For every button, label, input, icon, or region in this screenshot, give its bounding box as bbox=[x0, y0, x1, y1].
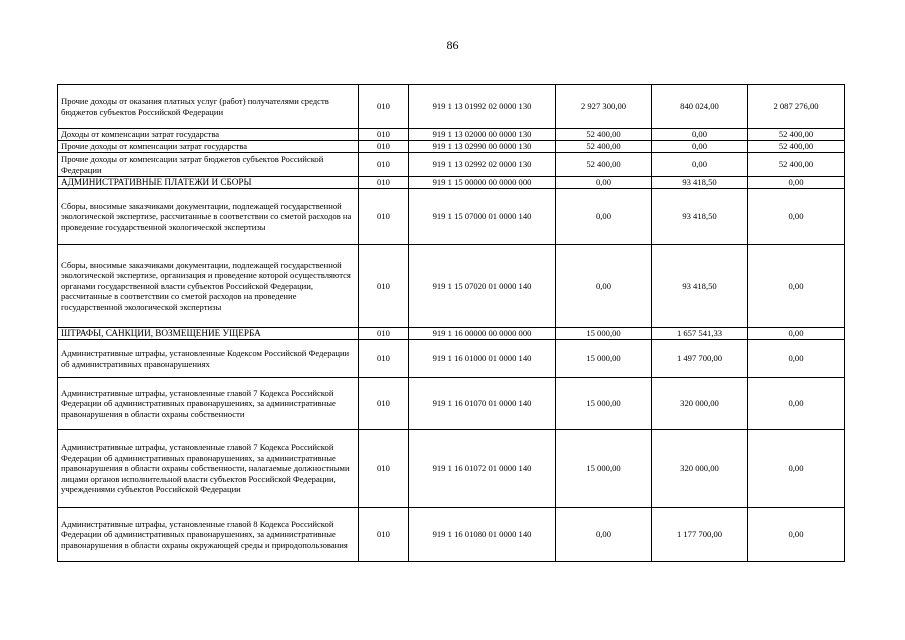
row-unexecuted-cell: 0,00 bbox=[748, 245, 845, 328]
row-kbk-cell: 919 1 16 00000 00 0000 000 bbox=[409, 328, 556, 340]
row-unexecuted-cell: 0,00 bbox=[748, 508, 845, 562]
row-executed-cell: 320 000,00 bbox=[652, 378, 748, 430]
table-row bbox=[58, 85, 845, 129]
row-code-cell: 010 bbox=[359, 129, 409, 141]
row-name-cell: Административные штрафы, установленные Кодексом Российской Федерации об административных правонарушениях bbox=[58, 340, 359, 378]
row-approved-cell: 0,00 bbox=[556, 245, 652, 328]
row-approved-cell: 2 927 300,00 bbox=[556, 85, 652, 129]
table-row bbox=[58, 189, 845, 245]
table-row bbox=[58, 177, 845, 189]
row-name-cell: ШТРАФЫ, САНКЦИИ, ВОЗМЕЩЕНИЕ УЩЕРБА bbox=[58, 328, 359, 340]
row-name-cell: Сборы, вносимые заказчиками документации, подлежащей государственной экологической экспертизе, рассчитанные в соответствии со сметой расходов на проведение государственной экологической экспертизы bbox=[58, 189, 359, 245]
row-code-cell: 010 bbox=[359, 189, 409, 245]
row-executed-cell: 93 418,50 bbox=[652, 245, 748, 328]
row-code-cell: 010 bbox=[359, 153, 409, 177]
row-unexecuted-cell: 0,00 bbox=[748, 340, 845, 378]
row-name-cell: Прочие доходы от компенсации затрат бюджетов субъектов Российской Федерации bbox=[58, 153, 359, 177]
row-unexecuted-cell: 0,00 bbox=[748, 430, 845, 508]
row-executed-cell: 0,00 bbox=[652, 129, 748, 141]
row-approved-cell: 15 000,00 bbox=[556, 340, 652, 378]
row-executed-cell: 1 177 700,00 bbox=[652, 508, 748, 562]
row-code-cell: 010 bbox=[359, 141, 409, 153]
row-name-cell: Административные штрафы, установленные главой 8 Кодекса Российской Федерации об административных правонарушениях, за административные правонарушения в области охраны окружающей среды и природопользования bbox=[58, 508, 359, 562]
row-name-cell: Прочие доходы от компенсации затрат государства bbox=[58, 141, 359, 153]
row-approved-cell: 52 400,00 bbox=[556, 153, 652, 177]
table-row bbox=[58, 508, 845, 562]
table-row bbox=[58, 245, 845, 328]
row-executed-cell: 93 418,50 bbox=[652, 177, 748, 189]
row-executed-cell: 840 024,00 bbox=[652, 85, 748, 129]
row-code-cell: 010 bbox=[359, 340, 409, 378]
row-unexecuted-cell: 0,00 bbox=[748, 378, 845, 430]
row-unexecuted-cell: 0,00 bbox=[748, 177, 845, 189]
row-unexecuted-cell: 52 400,00 bbox=[748, 153, 845, 177]
row-kbk-cell: 919 1 13 02000 00 0000 130 bbox=[409, 129, 556, 141]
row-kbk-cell: 919 1 16 01070 01 0000 140 bbox=[409, 378, 556, 430]
row-unexecuted-cell: 0,00 bbox=[748, 189, 845, 245]
row-approved-cell: 15 000,00 bbox=[556, 328, 652, 340]
table-row bbox=[58, 430, 845, 508]
row-name-cell: Сборы, вносимые заказчиками документации, подлежащей государственной экологической экспертизе, организация и проведение которой осуществляются органами государственной власти субъектов Российской Федерации, рассчитанные в соответствии со сметой расходов на проведение государственной экологической экспертизы bbox=[58, 245, 359, 328]
row-code-cell: 010 bbox=[359, 430, 409, 508]
row-approved-cell: 52 400,00 bbox=[556, 129, 652, 141]
row-kbk-cell: 919 1 16 01000 01 0000 140 bbox=[409, 340, 556, 378]
row-unexecuted-cell: 0,00 bbox=[748, 328, 845, 340]
row-code-cell: 010 bbox=[359, 378, 409, 430]
row-kbk-cell: 919 1 16 01072 01 0000 140 bbox=[409, 430, 556, 508]
row-kbk-cell: 919 1 15 00000 00 0000 000 bbox=[409, 177, 556, 189]
row-name-cell: АДМИНИСТРАТИВНЫЕ ПЛАТЕЖИ И СБОРЫ bbox=[58, 177, 359, 189]
row-code-cell: 010 bbox=[359, 85, 409, 129]
row-unexecuted-cell: 52 400,00 bbox=[748, 129, 845, 141]
page-number: 86 bbox=[446, 38, 459, 52]
row-name-cell: Административные штрафы, установленные главой 7 Кодекса Российской Федерации об административных правонарушениях, за административные правонарушения в области охраны собственности bbox=[58, 378, 359, 430]
row-executed-cell: 93 418,50 bbox=[652, 189, 748, 245]
table-row bbox=[58, 378, 845, 430]
row-unexecuted-cell: 2 087 276,00 bbox=[748, 85, 845, 129]
row-executed-cell: 320 000,00 bbox=[652, 430, 748, 508]
row-unexecuted-cell: 52 400,00 bbox=[748, 141, 845, 153]
row-code-cell: 010 bbox=[359, 508, 409, 562]
table-row bbox=[58, 129, 845, 141]
table-row bbox=[58, 153, 845, 177]
row-kbk-cell: 919 1 15 07000 01 0000 140 bbox=[409, 189, 556, 245]
row-name-cell: Доходы от компенсации затрат государства bbox=[58, 129, 359, 141]
row-code-cell: 010 bbox=[359, 245, 409, 328]
row-approved-cell: 15 000,00 bbox=[556, 430, 652, 508]
row-executed-cell: 1 657 541,33 bbox=[652, 328, 748, 340]
revenue-table bbox=[57, 84, 845, 562]
row-kbk-cell: 919 1 13 02992 02 0000 130 bbox=[409, 153, 556, 177]
row-approved-cell: 0,00 bbox=[556, 508, 652, 562]
table-body bbox=[58, 85, 845, 562]
row-code-cell: 010 bbox=[359, 177, 409, 189]
row-approved-cell: 0,00 bbox=[556, 177, 652, 189]
row-approved-cell: 0,00 bbox=[556, 189, 652, 245]
row-name-cell: Прочие доходы от оказания платных услуг (работ) получателями средств бюджетов субъектов Российской Федерации bbox=[58, 85, 359, 129]
row-executed-cell: 0,00 bbox=[652, 153, 748, 177]
row-executed-cell: 1 497 700,00 bbox=[652, 340, 748, 378]
row-name-cell: Административные штрафы, установленные главой 7 Кодекса Российской Федерации об административных правонарушениях, за административные правонарушения в области охраны собственности, налагаемые должностными лицами органов исполнительной власти субъектов Российской Федерации, учреждениями субъектов Российской Федерации bbox=[58, 430, 359, 508]
row-kbk-cell: 919 1 13 02990 00 0000 130 bbox=[409, 141, 556, 153]
table-row bbox=[58, 141, 845, 153]
row-code-cell: 010 bbox=[359, 328, 409, 340]
row-executed-cell: 0,00 bbox=[652, 141, 748, 153]
row-kbk-cell: 919 1 13 01992 02 0000 130 bbox=[409, 85, 556, 129]
row-approved-cell: 52 400,00 bbox=[556, 141, 652, 153]
table-row bbox=[58, 328, 845, 340]
row-kbk-cell: 919 1 16 01080 01 0000 140 bbox=[409, 508, 556, 562]
table-row bbox=[58, 340, 845, 378]
row-approved-cell: 15 000,00 bbox=[556, 378, 652, 430]
row-kbk-cell: 919 1 15 07020 01 0000 140 bbox=[409, 245, 556, 328]
